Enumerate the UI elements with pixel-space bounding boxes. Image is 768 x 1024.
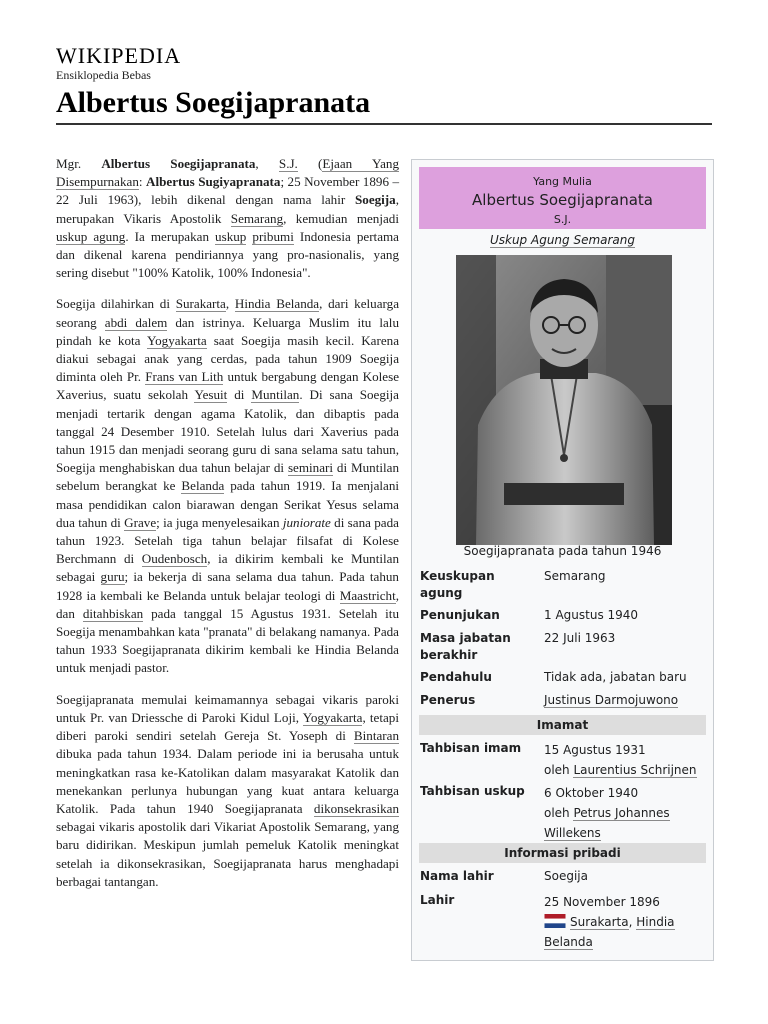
article-link[interactable]: uskup agung bbox=[56, 228, 126, 244]
article-link[interactable]: Bintaran bbox=[353, 728, 399, 744]
article-link[interactable]: Semarang bbox=[230, 210, 284, 226]
row-label: Penunjukan bbox=[420, 608, 500, 622]
row-value bbox=[544, 740, 706, 780]
article-link[interactable]: Yogyakarta bbox=[302, 709, 363, 725]
row-label: Tahbisan imam bbox=[420, 741, 522, 755]
row-value: Soegija bbox=[544, 869, 588, 883]
site-tagline: Ensiklopedia Bebas bbox=[56, 68, 151, 82]
row-label: Keuskupan agung bbox=[420, 569, 495, 600]
article-link[interactable]: ditahbiskan bbox=[82, 605, 144, 621]
netherlands-flag-icon bbox=[544, 914, 566, 928]
row-value: Semarang bbox=[544, 569, 606, 583]
tahbisan-imam-by bbox=[544, 760, 706, 780]
article-link[interactable]: abdi dalem bbox=[104, 314, 168, 330]
infobox bbox=[411, 159, 714, 961]
row-label: Pendahulu bbox=[420, 670, 492, 684]
birth-date: 25 November 1896 bbox=[544, 895, 660, 909]
row-label: Lahir bbox=[420, 893, 455, 907]
page-title: Albertus Soegijapranata bbox=[56, 86, 371, 119]
consecrator-link[interactable]: Laurentius Schrijnen bbox=[573, 763, 697, 777]
article-link[interactable]: Hindia Belanda bbox=[234, 296, 320, 312]
article-link[interactable]: Frans van Lith bbox=[145, 369, 224, 385]
consecrator-link-cont[interactable]: Willekens bbox=[544, 826, 601, 840]
office-link[interactable]: Uskup Agung Semarang bbox=[489, 233, 636, 247]
article-link[interactable]: pribumi bbox=[252, 228, 294, 244]
row-label: Masa jabatan berakhir bbox=[420, 631, 511, 662]
site-header bbox=[56, 44, 181, 82]
article-link[interactable]: Oudenbosch bbox=[141, 551, 208, 567]
article-link[interactable]: S.J. bbox=[278, 156, 298, 171]
article-link[interactable]: Belanda bbox=[181, 478, 225, 494]
bold-text: Soegija bbox=[354, 192, 396, 208]
country-link[interactable]: Hindia bbox=[636, 915, 675, 929]
article-link[interactable]: Grave bbox=[124, 514, 157, 530]
row-value bbox=[544, 892, 706, 952]
infobox-name: Albertus Soegijapranata bbox=[472, 191, 653, 209]
article-link[interactable]: Surakarta bbox=[175, 296, 226, 312]
article-link[interactable]: Ejaan Yang Disempurnakan bbox=[56, 156, 400, 190]
wikipedia-logo[interactable]: WIKIPEDIA bbox=[56, 43, 182, 68]
row-value: 1 Agustus 1940 bbox=[544, 608, 639, 622]
paragraph-intro: Mgr. Albertus Soegijapranata, S.J. (Ejaan Yang Disempurnakan: Albertus Sugiyapranata; 25 November 1896 – 22 Juli 1963), lebih dikenal dengan nama lahir Soegija, merupakan Vikaris Apostolik Semarang, kemudian menjadi uskup agung. Ia merupakan uskup pribumi Indonesia pertama dan dikenal karena pendiriannya yang pro-nasionalis, yang sering disebut "100% Katolik, 100% Indonesia". bbox=[56, 156, 400, 281]
article-link[interactable]: guru bbox=[100, 569, 125, 585]
article-link[interactable]: seminari bbox=[287, 460, 334, 476]
tahbisan-uskup-by bbox=[544, 803, 706, 823]
penerus-link[interactable]: Justinus Darmojuwono bbox=[544, 693, 679, 707]
article-link[interactable]: Yesuit bbox=[194, 387, 228, 403]
bold-text: Albertus Sugiyapranata bbox=[146, 174, 281, 190]
row-label: Tahbisan uskup bbox=[420, 784, 525, 798]
title-divider bbox=[56, 123, 712, 125]
row-label: Nama lahir bbox=[420, 869, 494, 883]
birth-place bbox=[544, 912, 706, 932]
paragraph-priesthood: Soegijapranata memulai keimamannya sebagai vikaris paroki untuk Pr. van Driessche di Paroki Kidul Loji, Yogyakarta, tetapi diberi paroki sendiri setelah Gereja St. Yoseph di Bintaran dibuka pada tahun 1934. Dalam periode ini ia berusaha untuk meningkatkan rasa ke-Katolikan dalam masyarakat Katolik dan menekankan perlunya hubungan yang kuat antara keluarga Katolik. Pada tahun 1940 Soegijapranata dikonsekrasikan sebagai vikaris apostolik dari Vikariat Apostolik Semarang, yang baru didirikan. Meskipun jumlah pemeluk Katolik meningkat setelah ia dikonsekrasikan, Soegijapranata harus menghadapi berbagai tantangan. bbox=[56, 691, 399, 889]
by-prefix: oleh bbox=[544, 763, 574, 777]
article-link[interactable]: Yogyakarta bbox=[146, 332, 207, 348]
tahbisan-uskup-date: 6 Oktober 1940 bbox=[544, 786, 639, 800]
article-body bbox=[56, 155, 399, 904]
infobox-header bbox=[419, 167, 706, 229]
birth-place-cont bbox=[544, 932, 706, 952]
birthplace-link[interactable]: Surakarta bbox=[570, 915, 629, 929]
infobox-office bbox=[412, 233, 713, 247]
portrait-photo[interactable] bbox=[456, 255, 672, 545]
article-link[interactable]: uskup bbox=[215, 228, 247, 244]
section-informasi-pribadi: Informasi pribadi bbox=[419, 843, 706, 863]
row-label: Penerus bbox=[420, 693, 476, 707]
paragraph-early-life: Soegija dilahirkan di Surakarta, Hindia Belanda, dari keluarga seorang abdi dalem dan istrinya. Keluarga Muslim itu lalu pindah ke kota Yogyakarta saat Soegija masih kecil. Karena diakui sebagai anak yang cerdas, pada tahun 1909 Soegija diminta oleh Pr. Frans van Lith untuk bergabung dengan Kolese Xaverius, suatu sekolah Yesuit di Muntilan. Di sana Soegija menjadi tertarik dengan agama Katolik, dan dibaptis pada tanggal 24 Desember 1910. Setelah lulus dari Xaverius pada tahun 1915 dan menjadi seorang guru di sana selama satu tahun, Soegija menghabiskan dua tahun belajar di seminari di Muntilan sebelum berangkat ke Belanda pada tahun 1919. Ia menjalani masa pendidikan calon biarawan dengan Serikat Yesus selama dua tahun di Grave; ia juga menyelesaikan juniorate di sana pada tahun 1923. Setelah tiga tahun belajar filsafat di Kolese Berchmann di Oudenbosch, ia dikirim kembali ke Muntilan sebagai guru; ia bekerja di sana selama dua tahun. Pada tahun 1928 ia kembali ke Belanda untuk belajar teologi di Maastricht, dan ditahbiskan pada tanggal 15 Agustus 1931. Setelah itu Soegija menambahkan kata "pranata" di belakang namanya. Pada tahun 1933 Soegijapranata dikirim kembali ke Hindia Belanda untuk menjadi pastor. bbox=[56, 296, 400, 676]
section-imamat: Imamat bbox=[419, 715, 706, 735]
photo-caption: Soegijapranata pada tahun 1946 bbox=[463, 544, 662, 558]
article-link[interactable]: Muntilan bbox=[251, 387, 300, 403]
tahbisan-imam-date: 15 Agustus 1931 bbox=[544, 743, 646, 757]
infobox-suffix: S.J. bbox=[553, 213, 572, 226]
consecrator-link[interactable]: Petrus Johannes bbox=[573, 806, 670, 820]
country-link-cont[interactable]: Belanda bbox=[544, 935, 593, 949]
article-link[interactable]: dikonsekrasikan bbox=[313, 800, 399, 816]
tahbisan-uskup-by-cont bbox=[544, 823, 706, 843]
infobox-honorific: Yang Mulia bbox=[533, 175, 592, 188]
italic-text: juniorate bbox=[282, 514, 331, 530]
article-link[interactable]: Maastricht bbox=[339, 587, 396, 603]
by-prefix: oleh bbox=[544, 806, 574, 820]
row-value bbox=[544, 692, 706, 709]
birthplace-separator: , bbox=[628, 915, 637, 929]
bold-text: Albertus Soegijapranata bbox=[101, 156, 256, 171]
portrait-image bbox=[456, 255, 672, 545]
row-value: 22 Juli 1963 bbox=[544, 631, 616, 645]
row-value bbox=[544, 783, 706, 843]
row-value: Tidak ada, jabatan baru bbox=[544, 670, 687, 684]
